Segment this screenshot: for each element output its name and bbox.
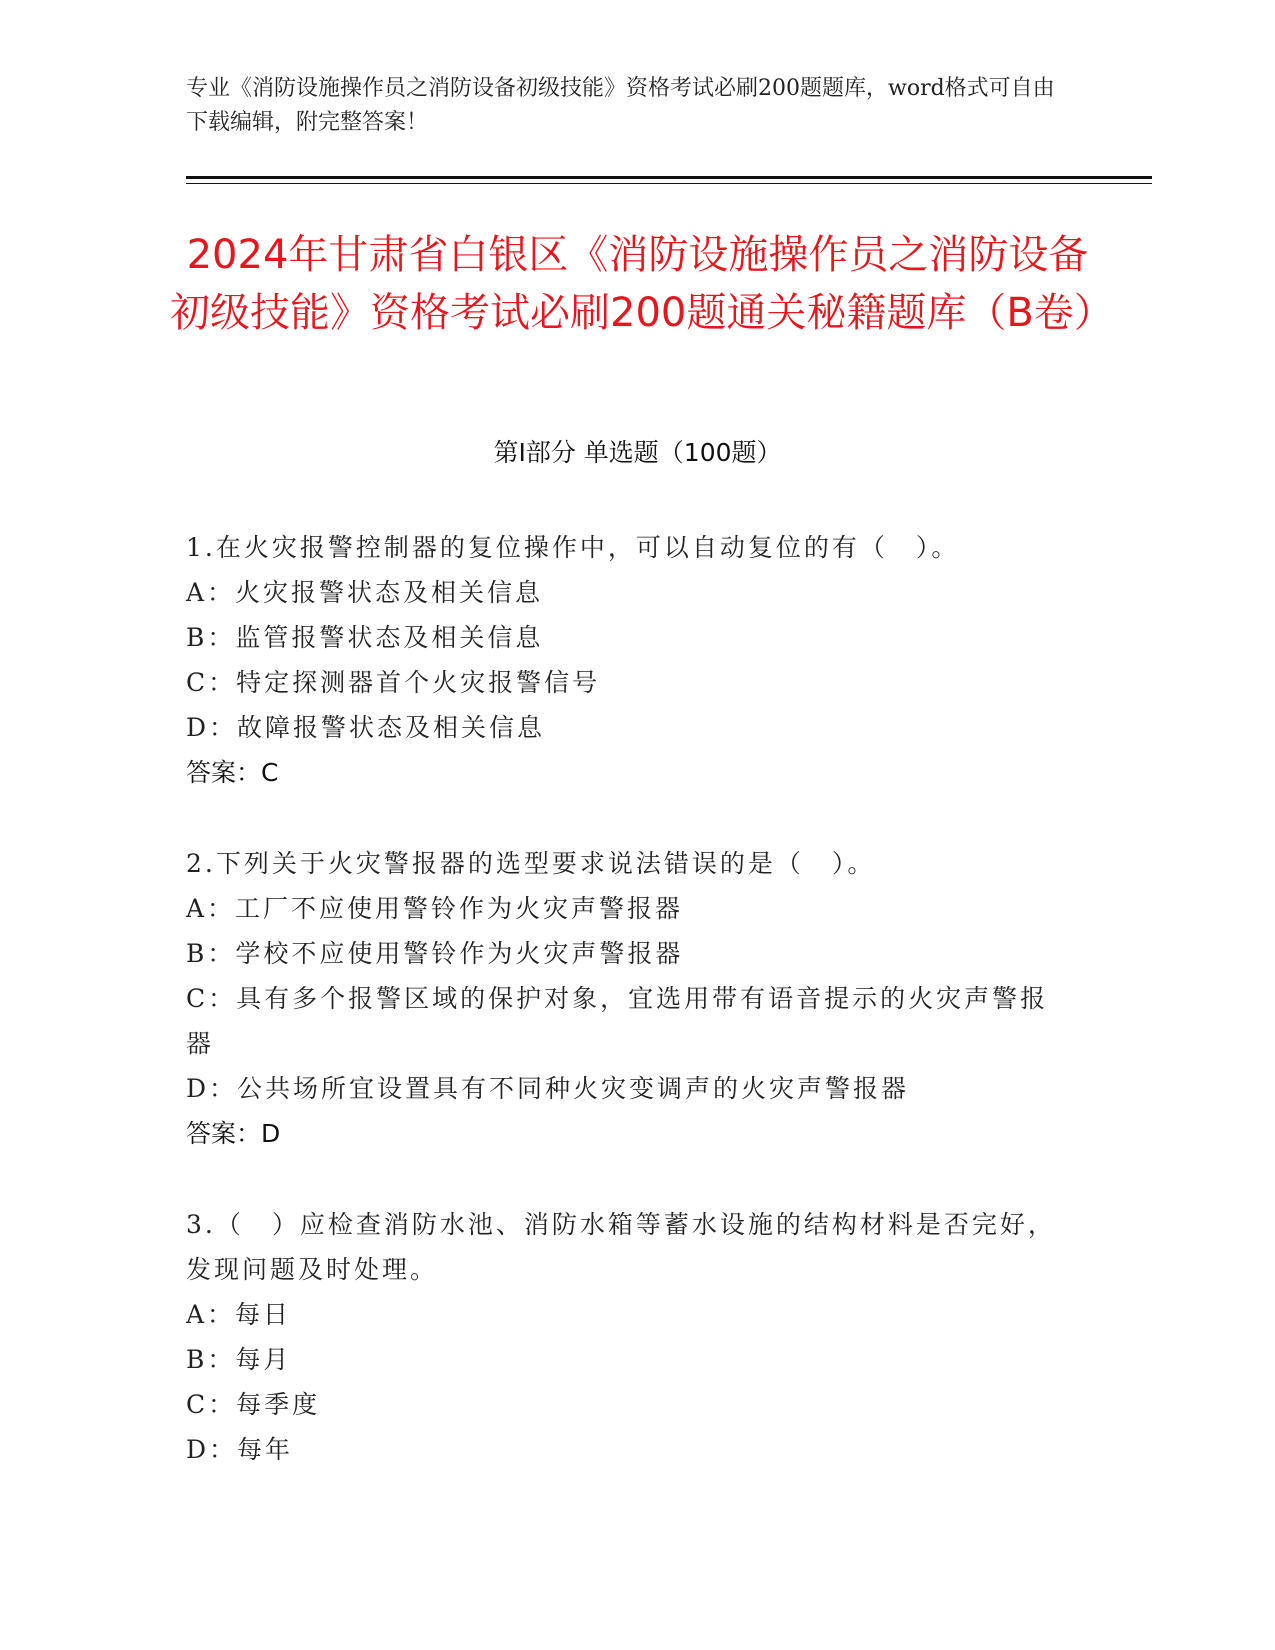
answer-line: 答案：D <box>186 1119 281 1148</box>
question-list <box>186 525 1076 1518</box>
option-c: C：具有多个报警区域的保护对象，宜选用带有语音提示的火灾声警报器 <box>186 984 1049 1058</box>
question-3 <box>186 1202 1076 1472</box>
question-stem: 1.在火灾报警控制器的复位操作中，可以自动复位的有（ ）。 <box>186 533 960 562</box>
option-d: D：公共场所宜设置具有不同种火灾变调声的火灾声警报器 <box>186 1074 910 1103</box>
option-d: D：每年 <box>186 1435 294 1464</box>
option-b: B：学校不应使用警铃作为火灾声警报器 <box>186 939 684 968</box>
question-2 <box>186 841 1076 1156</box>
option-b: B：每月 <box>186 1345 292 1374</box>
option-c: C：特定探测器首个火灾报警信号 <box>186 668 601 697</box>
option-a: A：每日 <box>186 1300 292 1329</box>
document-title: 2024年甘肃省白银区《消防设施操作员之消防设备初级技能》资格考试必刷200题通关秘籍题库（B卷） <box>170 232 1114 336</box>
option-d: D：故障报警状态及相关信息 <box>186 713 546 742</box>
option-c: C：每季度 <box>186 1390 321 1419</box>
answer-line: 答案：C <box>186 758 279 787</box>
header-divider-thin <box>186 183 1152 184</box>
question-stem: 3.（ ）应检查消防水池、消防水箱等蓄水设施的结构材料是否完好，发现问题及时处理。 <box>186 1210 1056 1284</box>
header-note: 专业《消防设施操作员之消防设备初级技能》资格考试必刷200题题库，word格式可自由下载编辑，附完整答案！ <box>186 76 1055 135</box>
option-a: A：工厂不应使用警铃作为火灾声警报器 <box>186 894 684 923</box>
question-1 <box>186 525 1076 795</box>
option-b: B：监管报警状态及相关信息 <box>186 623 544 652</box>
option-a: A：火灾报警状态及相关信息 <box>186 578 544 607</box>
question-stem: 2.下列关于火灾警报器的选型要求说法错误的是（ ）。 <box>186 849 876 878</box>
section-heading: 第Ⅰ部分 单选题（100题） <box>493 438 782 467</box>
header-divider-thick <box>186 176 1152 179</box>
